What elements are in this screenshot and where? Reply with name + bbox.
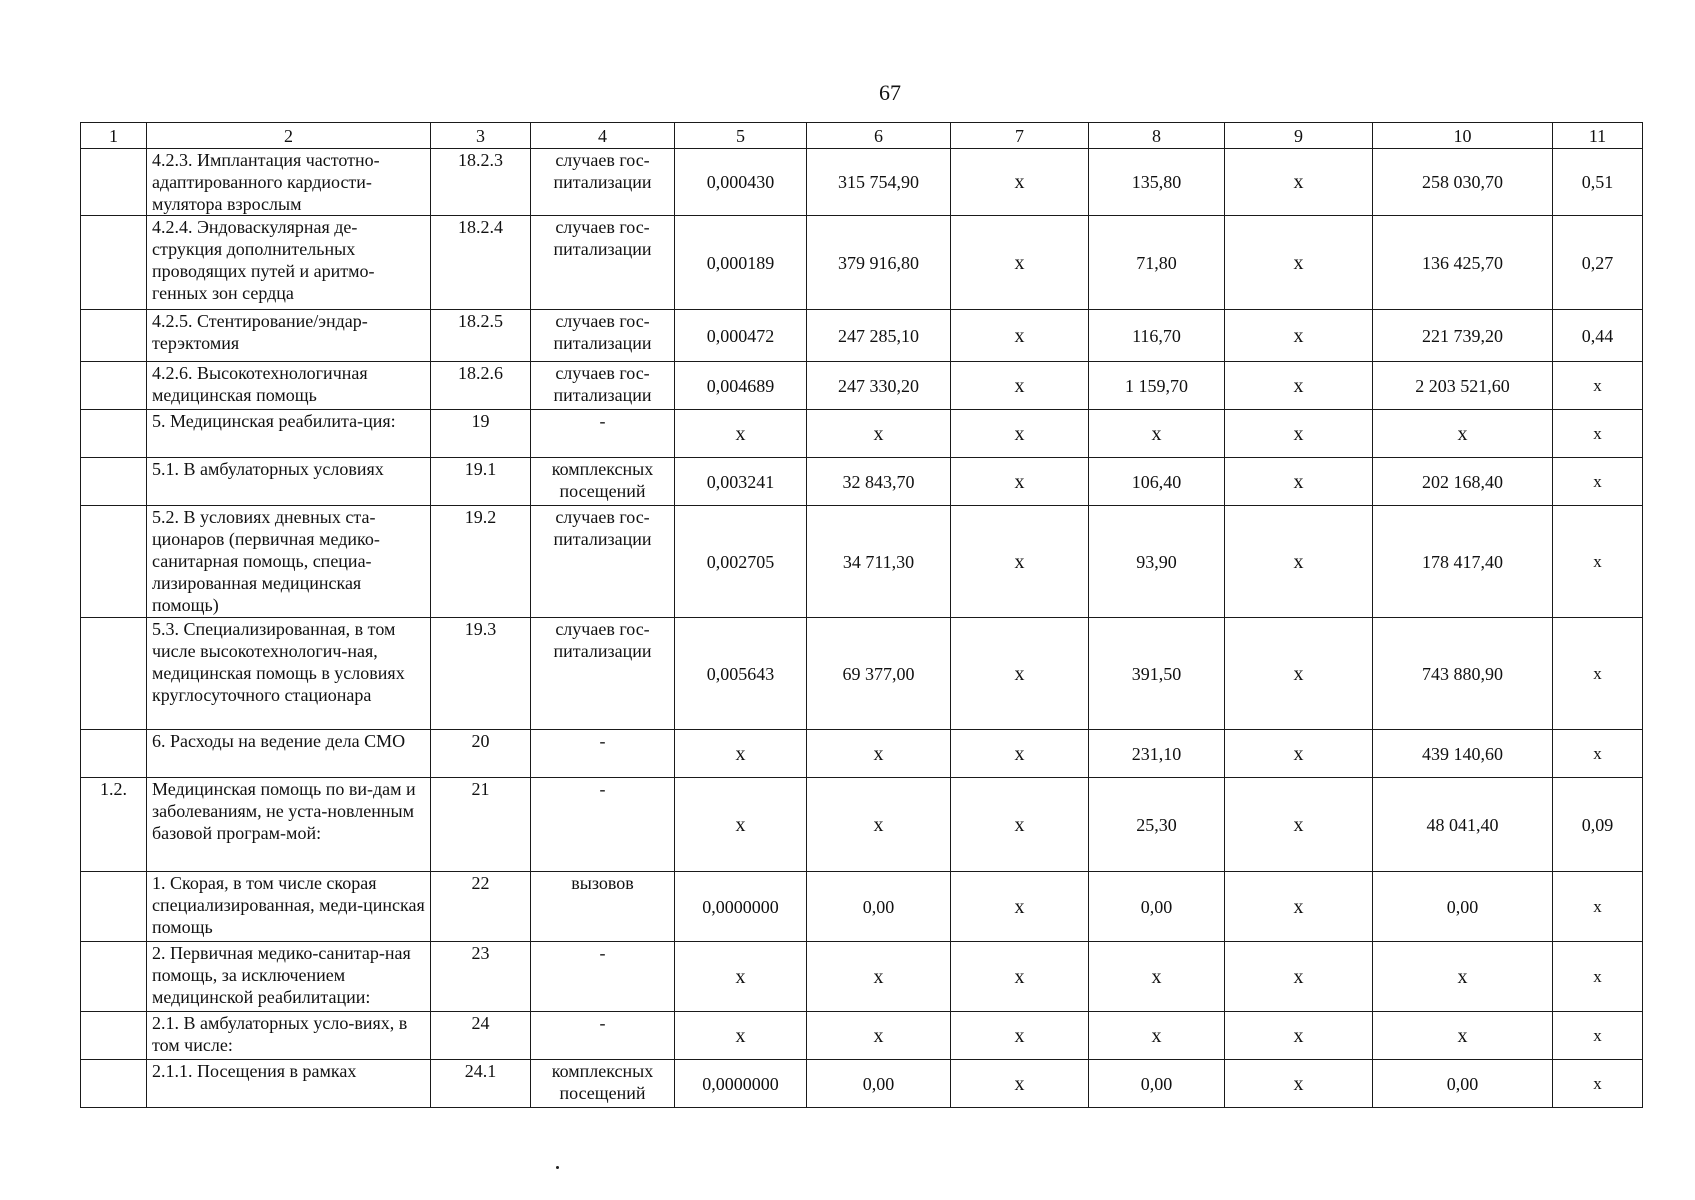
cost-cell: x	[807, 730, 951, 778]
total-cell: 202 168,40	[1373, 458, 1553, 506]
share-cell: x	[1553, 410, 1643, 458]
cost-cell: x	[807, 410, 951, 458]
share-cell: x	[1553, 942, 1643, 1012]
total-cell: 0,00	[1373, 1060, 1553, 1108]
share-cell: x	[1553, 1012, 1643, 1060]
total-cell: 0,00	[1373, 872, 1553, 942]
description-cell: 5.3. Специализированная, в том числе высокотехнологич-ная, медицинская помощь в условиях круглосуточного стационара	[147, 618, 431, 730]
total-cell: 439 140,60	[1373, 730, 1553, 778]
col9-cell: x	[1225, 362, 1373, 410]
total-cell: 2 203 521,60	[1373, 362, 1553, 410]
total-cell: 48 041,40	[1373, 778, 1553, 872]
unit-cell: -	[531, 730, 675, 778]
share-cell: x	[1553, 618, 1643, 730]
table-row	[81, 362, 1643, 410]
per-capita-cell: 116,70	[1089, 310, 1225, 362]
cost-cell: 0,00	[807, 872, 951, 942]
per-capita-cell: 135,80	[1089, 149, 1225, 216]
table-row	[81, 310, 1643, 362]
table-row	[81, 410, 1643, 458]
rate-cell: x	[675, 778, 807, 872]
col7-cell: x	[951, 458, 1089, 506]
description-cell: 4.2.6. Высокотехнологичная медицинская помощь	[147, 362, 431, 410]
share-cell: x	[1553, 506, 1643, 618]
table-row	[81, 872, 1643, 942]
col7-cell: x	[951, 410, 1089, 458]
total-cell: 136 425,70	[1373, 216, 1553, 310]
per-capita-cell: 231,10	[1089, 730, 1225, 778]
per-capita-cell: 71,80	[1089, 216, 1225, 310]
col7-cell: x	[951, 618, 1089, 730]
description-cell: 2.1. В амбулаторных усло-виях, в том числе:	[147, 1012, 431, 1060]
code-cell: 19.3	[431, 618, 531, 730]
col7-cell: x	[951, 778, 1089, 872]
unit-cell: случаев гос-питализации	[531, 618, 675, 730]
table-row	[81, 458, 1643, 506]
cost-cell: x	[807, 1012, 951, 1060]
col7-cell: x	[951, 942, 1089, 1012]
col9-cell: x	[1225, 458, 1373, 506]
share-cell: x	[1553, 730, 1643, 778]
column-header: 11	[1553, 123, 1643, 149]
rate-cell: 0,002705	[675, 506, 807, 618]
table-row	[81, 730, 1643, 778]
rate-cell: 0,000189	[675, 216, 807, 310]
code-cell: 18.2.3	[431, 149, 531, 216]
column-header: 4	[531, 123, 675, 149]
col9-cell: x	[1225, 730, 1373, 778]
unit-cell: вызовов	[531, 872, 675, 942]
row-group-cell	[81, 410, 147, 458]
col9-cell: x	[1225, 1060, 1373, 1108]
per-capita-cell: 391,50	[1089, 618, 1225, 730]
col9-cell: x	[1225, 216, 1373, 310]
page-number: 67	[879, 80, 901, 105]
code-cell: 23	[431, 942, 531, 1012]
col7-cell: x	[951, 362, 1089, 410]
row-group-cell	[81, 149, 147, 216]
table-row	[81, 1012, 1643, 1060]
row-group-cell	[81, 1060, 147, 1108]
code-cell: 20	[431, 730, 531, 778]
unit-cell: случаев гос-питализации	[531, 149, 675, 216]
per-capita-cell: 0,00	[1089, 872, 1225, 942]
code-cell: 18.2.5	[431, 310, 531, 362]
code-cell: 22	[431, 872, 531, 942]
total-cell: 743 880,90	[1373, 618, 1553, 730]
description-cell: 2.1.1. Посещения в рамках	[147, 1060, 431, 1108]
cost-cell: 0,00	[807, 1060, 951, 1108]
unit-cell: -	[531, 778, 675, 872]
cost-cell: 247 330,20	[807, 362, 951, 410]
table-body	[81, 149, 1643, 1108]
rate-cell: x	[675, 410, 807, 458]
unit-cell: комплексных посещений	[531, 458, 675, 506]
col7-cell: x	[951, 872, 1089, 942]
row-group-cell	[81, 618, 147, 730]
rate-cell: x	[675, 942, 807, 1012]
per-capita-cell: x	[1089, 410, 1225, 458]
col9-cell: x	[1225, 310, 1373, 362]
unit-cell: комплексных посещений	[531, 1060, 675, 1108]
description-cell: 4.2.5. Стентирование/эндар-терэктомия	[147, 310, 431, 362]
description-cell: 5. Медицинская реабилита-ция:	[147, 410, 431, 458]
col7-cell: x	[951, 1060, 1089, 1108]
col7-cell: x	[951, 216, 1089, 310]
column-header: 5	[675, 123, 807, 149]
rate-cell: 0,003241	[675, 458, 807, 506]
table-row	[81, 618, 1643, 730]
rate-cell: 0,000430	[675, 149, 807, 216]
col7-cell: x	[951, 506, 1089, 618]
cost-cell: x	[807, 778, 951, 872]
unit-cell: случаев гос-питализации	[531, 362, 675, 410]
column-header: 2	[147, 123, 431, 149]
row-group-cell	[81, 1012, 147, 1060]
col9-cell: x	[1225, 149, 1373, 216]
row-group-cell	[81, 310, 147, 362]
col7-cell: x	[951, 149, 1089, 216]
code-cell: 19.1	[431, 458, 531, 506]
description-cell: 4.2.4. Эндоваскулярная де-струкция дополнительных проводящих путей и аритмо-генных зон сердца	[147, 216, 431, 310]
data-table	[80, 122, 1643, 1108]
col7-cell: x	[951, 310, 1089, 362]
rate-cell: x	[675, 1012, 807, 1060]
col7-cell: x	[951, 1012, 1089, 1060]
share-cell: 0,44	[1553, 310, 1643, 362]
rate-cell: 0,004689	[675, 362, 807, 410]
row-group-cell	[81, 730, 147, 778]
column-header: 7	[951, 123, 1089, 149]
rate-cell: 0,0000000	[675, 1060, 807, 1108]
code-cell: 18.2.6	[431, 362, 531, 410]
total-cell: x	[1373, 942, 1553, 1012]
share-cell: 0,51	[1553, 149, 1643, 216]
cost-cell: 69 377,00	[807, 618, 951, 730]
cost-cell: 247 285,10	[807, 310, 951, 362]
column-header: 9	[1225, 123, 1373, 149]
table-row	[81, 778, 1643, 872]
header-row	[81, 123, 1643, 149]
per-capita-cell: 106,40	[1089, 458, 1225, 506]
share-cell: x	[1553, 1060, 1643, 1108]
code-cell: 19.2	[431, 506, 531, 618]
table-row	[81, 506, 1643, 618]
column-header: 6	[807, 123, 951, 149]
column-header: 8	[1089, 123, 1225, 149]
column-header: 1	[81, 123, 147, 149]
stray-mark	[556, 1166, 559, 1169]
table-row	[81, 942, 1643, 1012]
cost-cell: x	[807, 942, 951, 1012]
row-group-cell: 1.2.	[81, 778, 147, 872]
per-capita-cell: x	[1089, 942, 1225, 1012]
total-cell: 258 030,70	[1373, 149, 1553, 216]
col9-cell: x	[1225, 872, 1373, 942]
col9-cell: x	[1225, 942, 1373, 1012]
row-group-cell	[81, 216, 147, 310]
total-cell: 178 417,40	[1373, 506, 1553, 618]
unit-cell: случаев гос-питализации	[531, 216, 675, 310]
cost-cell: 315 754,90	[807, 149, 951, 216]
row-group-cell	[81, 458, 147, 506]
unit-cell: -	[531, 942, 675, 1012]
rate-cell: 0,000472	[675, 310, 807, 362]
cost-cell: 34 711,30	[807, 506, 951, 618]
per-capita-cell: 25,30	[1089, 778, 1225, 872]
table-header	[81, 123, 1643, 149]
table-row	[81, 1060, 1643, 1108]
total-cell: 221 739,20	[1373, 310, 1553, 362]
share-cell: x	[1553, 872, 1643, 942]
unit-cell: -	[531, 1012, 675, 1060]
share-cell: x	[1553, 362, 1643, 410]
column-header: 10	[1373, 123, 1553, 149]
row-group-cell	[81, 942, 147, 1012]
code-cell: 21	[431, 778, 531, 872]
share-cell: 0,09	[1553, 778, 1643, 872]
rate-cell: 0,005643	[675, 618, 807, 730]
code-cell: 19	[431, 410, 531, 458]
description-cell: 6. Расходы на ведение дела СМО	[147, 730, 431, 778]
table-row	[81, 216, 1643, 310]
rate-cell: 0,0000000	[675, 872, 807, 942]
cost-cell: 32 843,70	[807, 458, 951, 506]
rate-cell: x	[675, 730, 807, 778]
share-cell: x	[1553, 458, 1643, 506]
col7-cell: x	[951, 730, 1089, 778]
description-cell: 4.2.3. Имплантация частотно-адаптированного кардиости-мулятора взрослым	[147, 149, 431, 216]
per-capita-cell: x	[1089, 1012, 1225, 1060]
code-cell: 18.2.4	[431, 216, 531, 310]
row-group-cell	[81, 506, 147, 618]
description-cell: 2. Первичная медико-санитар-ная помощь, за исключением медицинской реабилитации:	[147, 942, 431, 1012]
table-row	[81, 149, 1643, 216]
description-cell: 1. Скорая, в том числе скорая специализированная, меди-цинская помощь	[147, 872, 431, 942]
unit-cell: -	[531, 410, 675, 458]
unit-cell: случаев гос-питализации	[531, 310, 675, 362]
per-capita-cell: 93,90	[1089, 506, 1225, 618]
description-cell: Медицинская помощь по ви-дам и заболеваниям, не уста-новленным базовой програм-мой:	[147, 778, 431, 872]
description-cell: 5.2. В условиях дневных ста-ционаров (первичная медико-санитарная помощь, специа-лизированная медицинская помощь)	[147, 506, 431, 618]
code-cell: 24	[431, 1012, 531, 1060]
code-cell: 24.1	[431, 1060, 531, 1108]
row-group-cell	[81, 362, 147, 410]
col9-cell: x	[1225, 410, 1373, 458]
row-group-cell	[81, 872, 147, 942]
share-cell: 0,27	[1553, 216, 1643, 310]
unit-cell: случаев гос-питализации	[531, 506, 675, 618]
cost-cell: 379 916,80	[807, 216, 951, 310]
per-capita-cell: 1 159,70	[1089, 362, 1225, 410]
col9-cell: x	[1225, 1012, 1373, 1060]
per-capita-cell: 0,00	[1089, 1060, 1225, 1108]
col9-cell: x	[1225, 778, 1373, 872]
col9-cell: x	[1225, 618, 1373, 730]
total-cell: x	[1373, 1012, 1553, 1060]
col9-cell: x	[1225, 506, 1373, 618]
description-cell: 5.1. В амбулаторных условиях	[147, 458, 431, 506]
total-cell: x	[1373, 410, 1553, 458]
column-header: 3	[431, 123, 531, 149]
